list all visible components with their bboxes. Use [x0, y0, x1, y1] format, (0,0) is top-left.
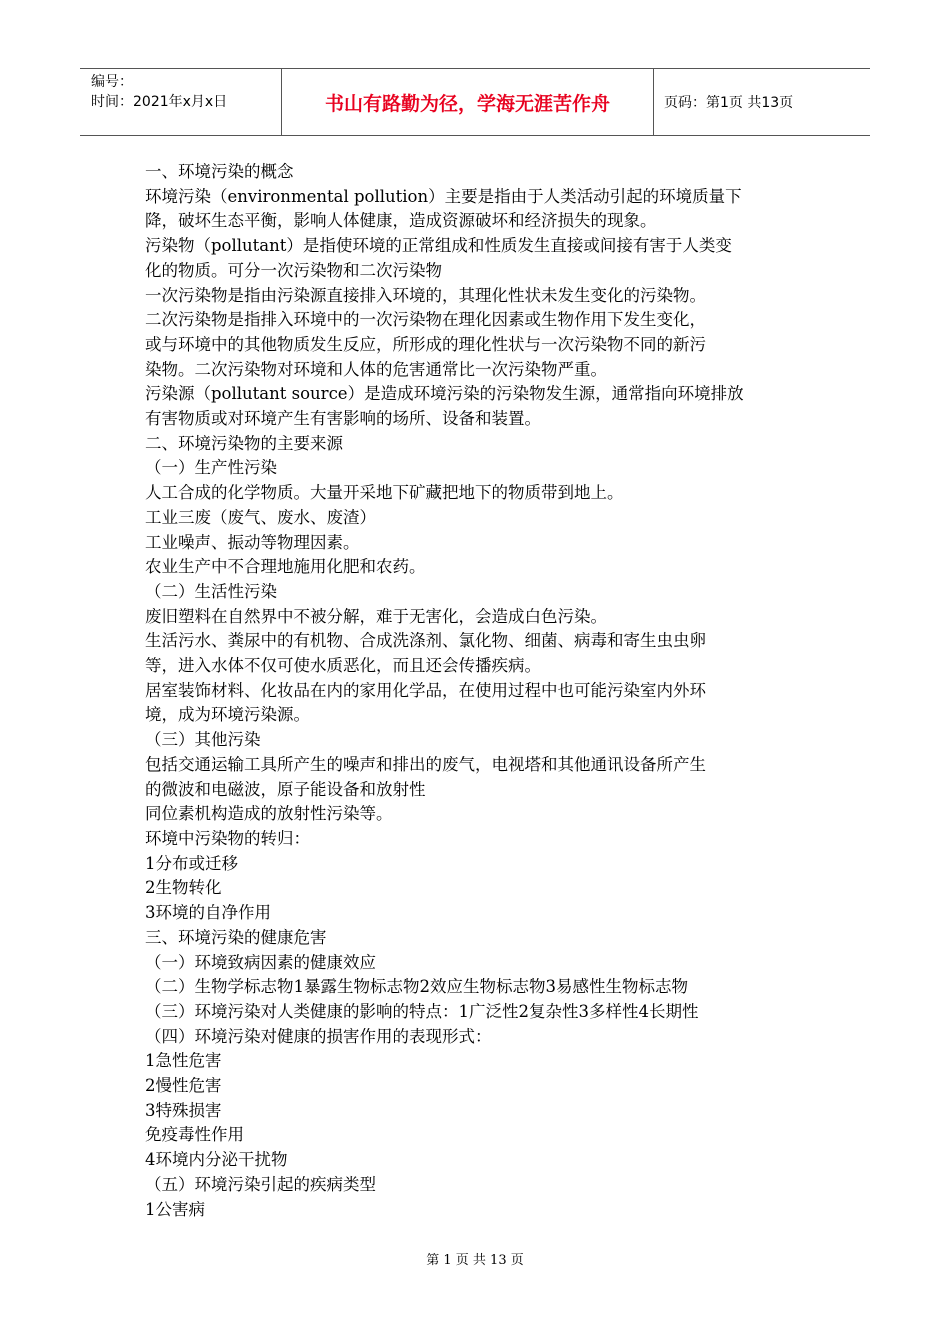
- body-text-line: 或与环境中的其他物质发生反应，所形成的理化性状与一次污染物不同的新污: [145, 334, 706, 354]
- page-footer: 第 1 页 共 13 页: [426, 1253, 524, 1268]
- header-page-info: 页码：第1页 共13页: [664, 95, 794, 111]
- body-text-line: （四）环境污染对健康的损害作用的表现形式：: [145, 1026, 492, 1046]
- body-text-line: 的微波和电磁波，原子能设备和放射性: [145, 779, 426, 799]
- body-text-line: 工业三废（废气、废水、废渣）: [145, 507, 376, 527]
- document-body: [145, 160, 815, 1222]
- body-text-line: 居室装饰材料、化妆品在内的家用化学品，在使用过程中也可能污染室内外环: [145, 680, 706, 700]
- document-number-label: 编号：: [91, 74, 133, 90]
- body-text-line: 降，破坏生态平衡，影响人体健康，造成资源破坏和经济损失的现象。: [145, 211, 657, 231]
- body-text-line: 免疫毒性作用: [145, 1125, 244, 1145]
- body-text-line: 污染物（pollutant）是指使环境的正常组成和性质发生直接或间接有害于人类变: [145, 236, 732, 256]
- body-text-line: （一）环境致病因素的健康效应: [145, 952, 376, 972]
- body-text-line: 二、环境污染物的主要来源: [145, 433, 343, 453]
- body-text-line: 3特殊损害: [145, 1100, 222, 1120]
- body-text-line: 同位素机构造成的放射性污染等。: [145, 804, 393, 824]
- page-header: [80, 68, 870, 136]
- body-text-line: 3环境的自净作用: [145, 903, 271, 923]
- body-text-line: 1公害病: [145, 1199, 205, 1219]
- body-text-line: 境，成为环境污染源。: [145, 705, 310, 725]
- body-text-line: 染物。二次污染物对环境和人体的危害通常比一次污染物严重。: [145, 359, 607, 379]
- body-text-line: （二）生活性污染: [145, 581, 277, 601]
- body-text-line: 人工合成的化学物质。大量开采地下矿藏把地下的物质带到地上。: [145, 483, 624, 503]
- body-text-line: （二）生物学标志物1暴露生物标志物2效应生物标志物3易感性生物标志物: [145, 977, 688, 997]
- body-text-line: 二次污染物是指排入环境中的一次污染物在理化因素或生物作用下发生变化，: [145, 310, 706, 330]
- body-text-line: 有害物质或对环境产生有害影响的场所、设备和装置。: [145, 409, 541, 429]
- body-text-line: 2慢性危害: [145, 1076, 222, 1096]
- body-text-line: 一、环境污染的概念: [145, 162, 294, 181]
- header-meta: [80, 69, 282, 135]
- body-text-line: 包括交通运输工具所产生的噪声和排出的废气，电视塔和其他通讯设备所产生: [145, 754, 706, 774]
- body-text-line: 三、环境污染的健康危害: [145, 927, 327, 947]
- body-text-line: 一次污染物是指由污染源直接排入环境的，其理化性状未发生变化的污染物。: [145, 285, 706, 305]
- body-text-line: 2生物转化: [145, 878, 222, 898]
- body-text-line: 环境中污染物的转归：: [145, 828, 310, 848]
- header-motto: 书山有路勤为径，学海无涯苦作舟: [282, 69, 654, 135]
- body-text-line: （五）环境污染引起的疾病类型: [145, 1174, 376, 1194]
- body-text-line: 农业生产中不合理地施用化肥和农药。: [145, 557, 426, 577]
- body-text-line: （三）其他污染: [145, 730, 261, 750]
- body-text-line: 环境污染（environmental pollution）主要是指由于人类活动引起的环境质量下: [145, 186, 742, 206]
- body-text-line: 4环境内分泌干扰物: [145, 1150, 288, 1170]
- body-text-line: 等，进入水体不仅可使水质恶化，而且还会传播疾病。: [145, 656, 541, 676]
- body-text-line: 生活污水、粪尿中的有机物、合成洗涤剂、氯化物、细菌、病毒和寄生虫虫卵: [145, 631, 706, 651]
- body-text-line: （一）生产性污染: [145, 458, 277, 478]
- body-text-line: 化的物质。可分一次污染物和二次污染物: [145, 260, 442, 280]
- document-date: 时间：2021年x月x日: [91, 94, 228, 110]
- body-text-line: 污染源（pollutant source）是造成环境污染的污染物发生源，通常指向环境排放: [145, 384, 744, 404]
- body-text-line: 1急性危害: [145, 1051, 222, 1071]
- body-text-line: （三）环境污染对人类健康的影响的特点：1广泛性2复杂性3多样性4长期性: [145, 1001, 699, 1021]
- body-text-line: 废旧塑料在自然界中不被分解，难于无害化，会造成白色污染。: [145, 606, 607, 626]
- body-text-line: 1分布或迁移: [145, 853, 238, 873]
- body-text-line: 工业噪声、振动等物理因素。: [145, 532, 360, 552]
